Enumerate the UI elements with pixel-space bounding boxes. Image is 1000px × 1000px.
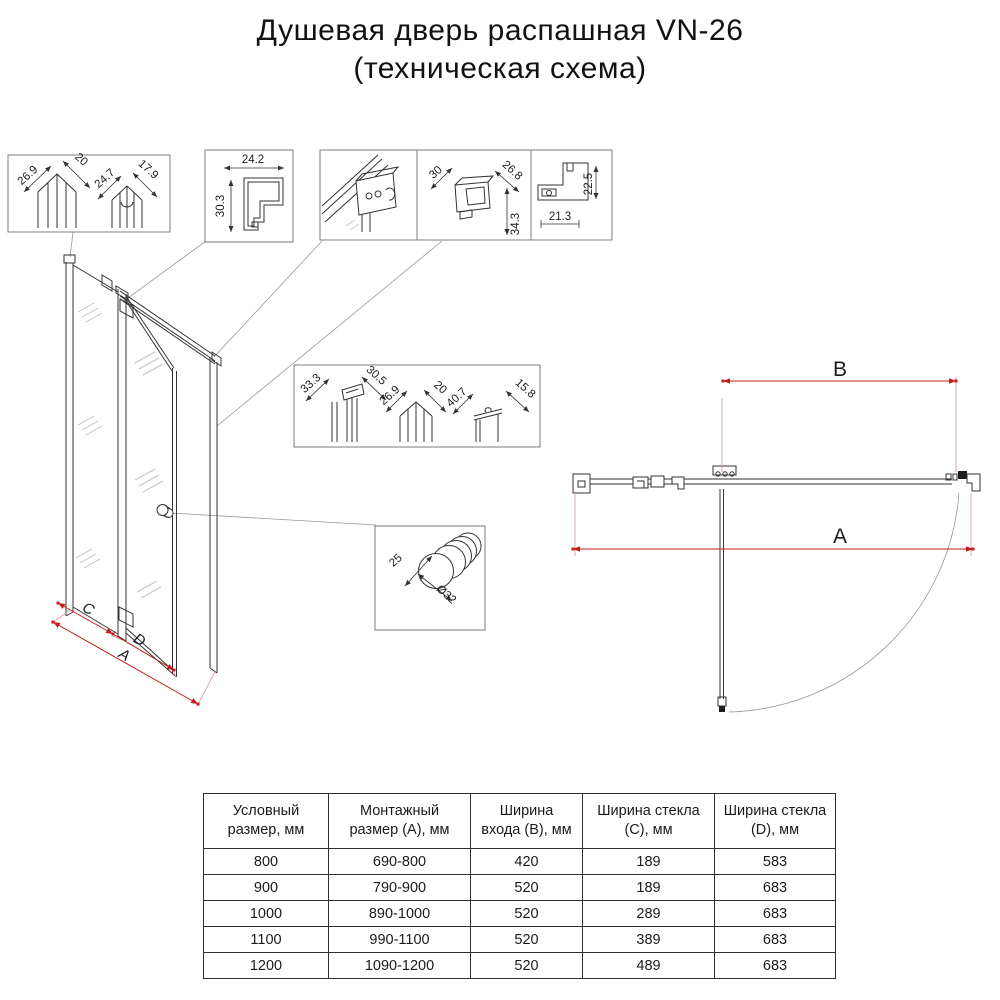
hinge-3d-sketch — [322, 155, 398, 232]
dim-letter-A-plan: A — [832, 525, 848, 548]
dim-label: 30.5 — [363, 363, 389, 388]
dim-label: 33.3 — [298, 371, 324, 396]
table-cell: 683 — [715, 927, 836, 953]
dim-label: 26.9 — [377, 383, 403, 408]
dim-label: 25 — [387, 552, 405, 570]
table-header-row — [204, 794, 836, 849]
dim-label: 26.9 — [15, 163, 41, 188]
table-header-glass-width-c: Ширина стекла (C), мм — [583, 794, 715, 849]
table-header-nominal-size: Условный размер, мм — [204, 794, 329, 849]
table-cell: 520 — [471, 953, 583, 979]
table-cell: 900 — [204, 875, 329, 901]
table-cell: 489 — [583, 953, 715, 979]
table-cell: 1090-1200 — [329, 953, 471, 979]
table-row — [204, 901, 836, 927]
detail-box-hinge-corner — [320, 150, 612, 240]
size-table — [203, 793, 836, 979]
table-cell: 990-1100 — [329, 927, 471, 953]
dim-label: 17.9 — [135, 157, 161, 182]
dim-label: 20 — [431, 379, 449, 397]
table-cell: 189 — [583, 849, 715, 875]
detail-box-wall-profile — [205, 150, 293, 242]
table-cell: 890-1000 — [329, 901, 471, 927]
table-header-mount-size-a: Монтажный размер (А), мм — [329, 794, 471, 849]
title-line1: Душевая дверь распашная VN-26 — [256, 14, 744, 47]
table-cell: 1000 — [204, 901, 329, 927]
dim-label: 26.8 — [499, 158, 525, 183]
title-line2: (техническая схема) — [353, 52, 647, 85]
dim-label: 30.3 — [215, 194, 227, 218]
table-cell: 1100 — [204, 927, 329, 953]
table-header-entry-width-b: Ширина входа (B), мм — [471, 794, 583, 849]
table-cell: 690-800 — [329, 849, 471, 875]
table-cell: 683 — [715, 901, 836, 927]
detail-box-top-profiles — [8, 151, 170, 232]
dim-letter-C: C — [79, 599, 98, 620]
dim-letter-D: D — [130, 630, 149, 651]
detail-box-knob — [375, 526, 485, 630]
detail-box-mid-profiles — [294, 364, 540, 447]
table-cell: 790-900 — [329, 875, 471, 901]
dim-label: 40.7 — [444, 385, 470, 410]
table-cell: 520 — [471, 901, 583, 927]
dim-label: 20 — [72, 151, 90, 169]
table-cell: 189 — [583, 875, 715, 901]
plan-view — [572, 358, 981, 712]
table-row — [204, 953, 836, 979]
dim-label: 22.5 — [583, 172, 595, 196]
table-cell: 683 — [715, 875, 836, 901]
dim-label: 24.7 — [92, 166, 118, 191]
table-cell: 520 — [471, 927, 583, 953]
table-cell: 583 — [715, 849, 836, 875]
table-cell: 389 — [583, 927, 715, 953]
dim-letter-A: A — [115, 645, 133, 665]
dim-label: 24.2 — [241, 154, 265, 166]
table-row — [204, 849, 836, 875]
table-cell: 420 — [471, 849, 583, 875]
dim-label: 30 — [427, 164, 445, 182]
table-cell: 800 — [204, 849, 329, 875]
table-row — [204, 875, 836, 901]
dim-label: 34.3 — [510, 212, 522, 236]
dim-label: 15.8 — [512, 376, 538, 401]
glass-hatches — [76, 303, 163, 598]
table-row — [204, 927, 836, 953]
dim-letter-B-plan: B — [832, 358, 848, 381]
table-cell: 1200 — [204, 953, 329, 979]
table-cell: 683 — [715, 953, 836, 979]
table-cell: 520 — [471, 875, 583, 901]
table-cell: 289 — [583, 901, 715, 927]
corner-profile-sketch — [538, 163, 596, 228]
dim-label: Ø32 — [433, 583, 459, 607]
elevation-view — [51, 255, 221, 706]
table-header-glass-width-d: Ширина стекла (D), мм — [715, 794, 836, 849]
dim-label: 21.3 — [548, 211, 572, 223]
corner-bracket-sketch — [427, 159, 524, 235]
